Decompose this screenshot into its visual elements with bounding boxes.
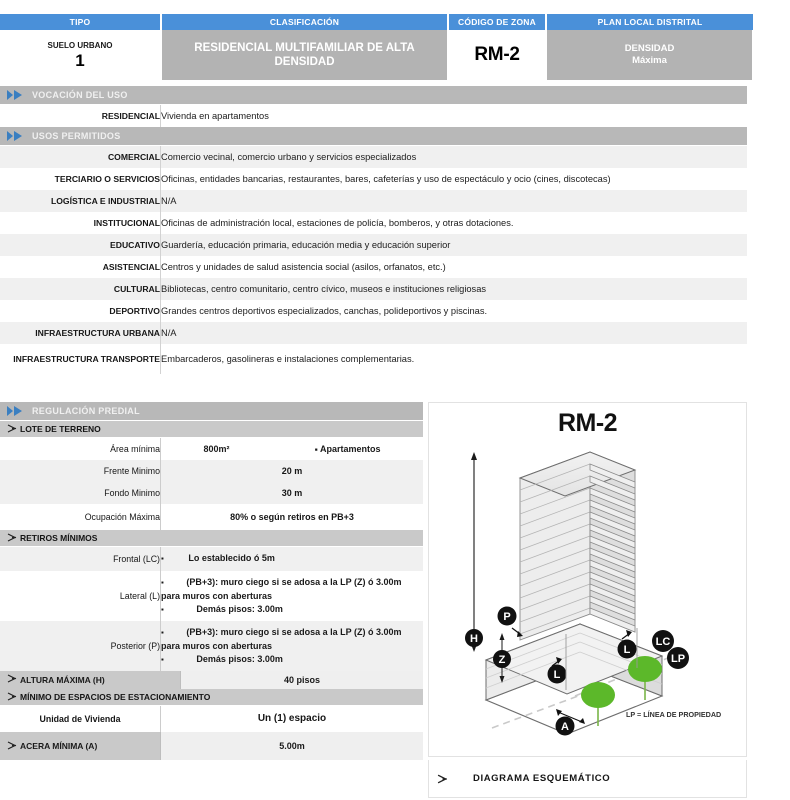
header-values-row: SUELO URBANO 1 RESIDENCIAL MULTIFAMILIAR DE ALTA DENSIDAD RM-2 DENSIDAD Máxima 1,500 pers/ha [0, 30, 753, 80]
row-value: 30 m [281, 488, 303, 498]
label-lc: LC [655, 636, 671, 648]
table-row [0, 322, 747, 344]
row-desc: Grandes centros deportivos especializados, canchas, polideportivos y piscinas. [161, 306, 488, 316]
bullet-icon: ▪ [161, 578, 164, 588]
table-row [0, 256, 747, 278]
row-desc: Oficinas, entidades bancarias, restaurantes, bares, cafeterías y uso de espectáculo y ocio (cines, discotecas) [161, 174, 611, 184]
acera-label: ACERA MÍNIMA (A) [20, 741, 98, 751]
row-label: INFRAESTRUCTURA URBANA [0, 322, 161, 344]
arrow-right-icon [7, 691, 18, 702]
cell-densidad [546, 30, 753, 80]
retiro-line: ▪ Demás pisos: 3.00m [161, 653, 283, 664]
row-value-pair [161, 438, 424, 460]
diagram-legend: LP = LÍNEA DE PROPIEDAD [626, 710, 722, 719]
table-row [0, 190, 747, 212]
chevron-right-icon [6, 130, 28, 142]
table-row [0, 278, 747, 300]
label-l-right: L [623, 644, 631, 656]
table-row [0, 504, 423, 530]
zoning-header-table [0, 14, 790, 80]
row-label: Frente Minimo [0, 460, 161, 482]
row-label: Posterior (P) [0, 621, 161, 671]
row-desc: Embarcaderos, gasolineras e instalaciones complementarias. [161, 354, 415, 364]
bullet-icon: ▪ [161, 628, 164, 638]
table-row [0, 482, 423, 504]
altura-value: 40 pisos [181, 671, 424, 689]
clasificacion-text: RESIDENCIAL MULTIFAMILIAR DE ALTA DENSIDAD [194, 42, 415, 68]
table-row [0, 168, 747, 190]
chevron-right-icon [6, 89, 28, 101]
row-label: RESIDENCIAL [0, 105, 161, 127]
arrow-right-icon [7, 673, 18, 684]
section-vocacion-del-uso [0, 86, 747, 105]
table-row [0, 460, 423, 482]
estacionamiento-title: MÍNIMO DE ESPACIOS DE ESTACIONAMIENTO [20, 692, 211, 702]
arrow-right-icon [437, 773, 449, 785]
tipo-label: SUELO URBANO [47, 40, 113, 50]
acera-value: 5.00m [161, 732, 424, 760]
table-row [0, 621, 423, 671]
table-row [0, 146, 747, 168]
retiros-title: RETIROS MÍNIMOS [20, 533, 98, 543]
row-desc: N/A [161, 196, 177, 206]
usos-table [0, 86, 747, 374]
row-value: 80% o según retiros en PB+3 [230, 512, 354, 522]
area-minima-note: ▪ Apartamentos [314, 443, 381, 455]
diagram-title: RM-2 [557, 409, 618, 437]
label-l-left: L [553, 669, 561, 681]
row-desc: Centros y unidades de salud asistencia social (asilos, orfanatos, etc.) [161, 262, 446, 272]
row-label: DEPORTIVO [0, 300, 161, 322]
table-row [0, 706, 423, 732]
label-a: A [561, 721, 569, 733]
row-desc: Bibliotecas, centro comunitario, centro cívico, museos e instituciones religiosas [161, 284, 487, 294]
row-label: COMERCIAL [0, 146, 161, 168]
label-lp: LP [670, 653, 686, 665]
diagram-caption-bar [428, 760, 747, 798]
area-minima-value: 800m² [203, 444, 230, 454]
label-p: P [503, 611, 511, 623]
building-isometric-diagram [430, 438, 745, 748]
densidad-label: DENSIDAD [624, 43, 675, 54]
label-z: Z [498, 654, 506, 666]
table-row [0, 212, 747, 234]
table-row [0, 438, 423, 460]
regulacion-predial-table [0, 402, 423, 760]
row-label: Fondo Minimo [0, 482, 161, 504]
row-value: ▪ Lo establecido ó 5m [161, 553, 275, 564]
row-label: EDUCATIVO [0, 234, 161, 256]
row-value: 20 m [281, 466, 303, 476]
row-value [161, 621, 424, 671]
row-label: ASISTENCIAL [0, 256, 161, 278]
arrow-right-icon [7, 423, 18, 434]
row-label: Unidad de Vivienda [0, 706, 161, 732]
subsection-lote-de-terreno [0, 421, 423, 438]
arrow-right-icon [7, 740, 18, 751]
row-label: INSTITUCIONAL [0, 212, 161, 234]
altura-label: ALTURA MÁXIMA (H) [20, 675, 105, 685]
row-label: TERCIARIO O SERVICIOS [0, 168, 161, 190]
header-row [0, 14, 753, 30]
chevron-right-icon [6, 405, 28, 417]
cell-clasificacion [161, 30, 448, 80]
row-desc: Vivienda en apartamentos [161, 111, 269, 121]
table-row-altura [0, 671, 423, 689]
row-desc: Guardería, educación primaria, educación media y educación superior [161, 240, 451, 250]
table-row [0, 105, 747, 127]
codigo-zona-value: RM-2 [474, 44, 520, 65]
row-label: Lateral (L) [0, 571, 161, 621]
arrow-right-icon [7, 532, 18, 543]
bullet-icon: ▪ [161, 554, 164, 564]
section-usos-permitidos [0, 127, 747, 146]
tower-slabs [520, 452, 635, 640]
label-h: H [470, 633, 478, 645]
row-label: Ocupación Máxima [0, 504, 161, 530]
row-label: LOGÍSTICA E INDUSTRIAL [0, 190, 161, 212]
densidad-sub: Máxima [632, 55, 667, 66]
row-value [161, 571, 424, 621]
row-label: Frontal (LC) [0, 547, 161, 571]
row-desc: Oficinas de administración local, estaciones de policía, bomberos, y otras dotaciones. [161, 218, 514, 228]
section-regulacion-predial [0, 402, 423, 421]
cell-codigo-zona [448, 30, 546, 80]
row-value: Un (1) espacio [257, 713, 327, 724]
header-tipo: TIPO [0, 14, 161, 30]
retiro-line: ▪ Demás pisos: 3.00m [161, 603, 283, 614]
row-label: CULTURAL [0, 278, 161, 300]
diagram-caption: DIAGRAMA ESQUEMÁTICO [473, 773, 611, 784]
header-clasificacion: CLASIFICACIÓN [161, 14, 448, 30]
row-label: INFRAESTRUCTURA TRANSPORTE [0, 344, 161, 374]
section-usos-label: USOS PERMITIDOS [32, 131, 121, 141]
subsection-retiros-minimos [0, 530, 423, 547]
row-desc: Comercio vecinal, comercio urbano y servicios especializados [161, 152, 417, 162]
row-desc: N/A [161, 328, 177, 338]
table-row [0, 344, 747, 374]
lote-title: LOTE DE TERRENO [20, 424, 101, 434]
altura-label-cell [0, 671, 181, 689]
cell-tipo [0, 30, 161, 80]
diagram-panel [428, 402, 747, 757]
acera-label-cell [0, 732, 161, 760]
table-row [0, 300, 747, 322]
subsection-estacionamiento [0, 689, 423, 706]
row-label: Área mínima [0, 438, 161, 460]
tipo-value: 1 [75, 50, 85, 70]
table-row-acera [0, 732, 423, 760]
section-vocacion-label: VOCACIÓN DEL USO [32, 90, 128, 100]
table-row [0, 547, 423, 571]
bullet-icon: ▪ [314, 444, 318, 455]
header-plan-local: PLAN LOCAL DISTRITAL [546, 14, 753, 30]
dimension-h [471, 452, 477, 652]
bullet-icon: ▪ [161, 654, 164, 664]
header-codigo-zona: CÓDIGO DE ZONA [448, 14, 546, 30]
table-row [0, 571, 423, 621]
bullet-icon: ▪ [161, 604, 164, 614]
retiro-line: ▪ (PB+3): muro ciego si se adosa a la LP (Z) ó 3.00m para muros con aberturas [161, 627, 402, 651]
retiro-line: ▪ (PB+3): muro ciego si se adosa a la LP (Z) ó 3.00m para muros con aberturas [161, 577, 402, 601]
table-row [0, 234, 747, 256]
section-regulacion-label: REGULACIÓN PREDIAL [32, 406, 140, 416]
tree-icon [581, 682, 615, 726]
